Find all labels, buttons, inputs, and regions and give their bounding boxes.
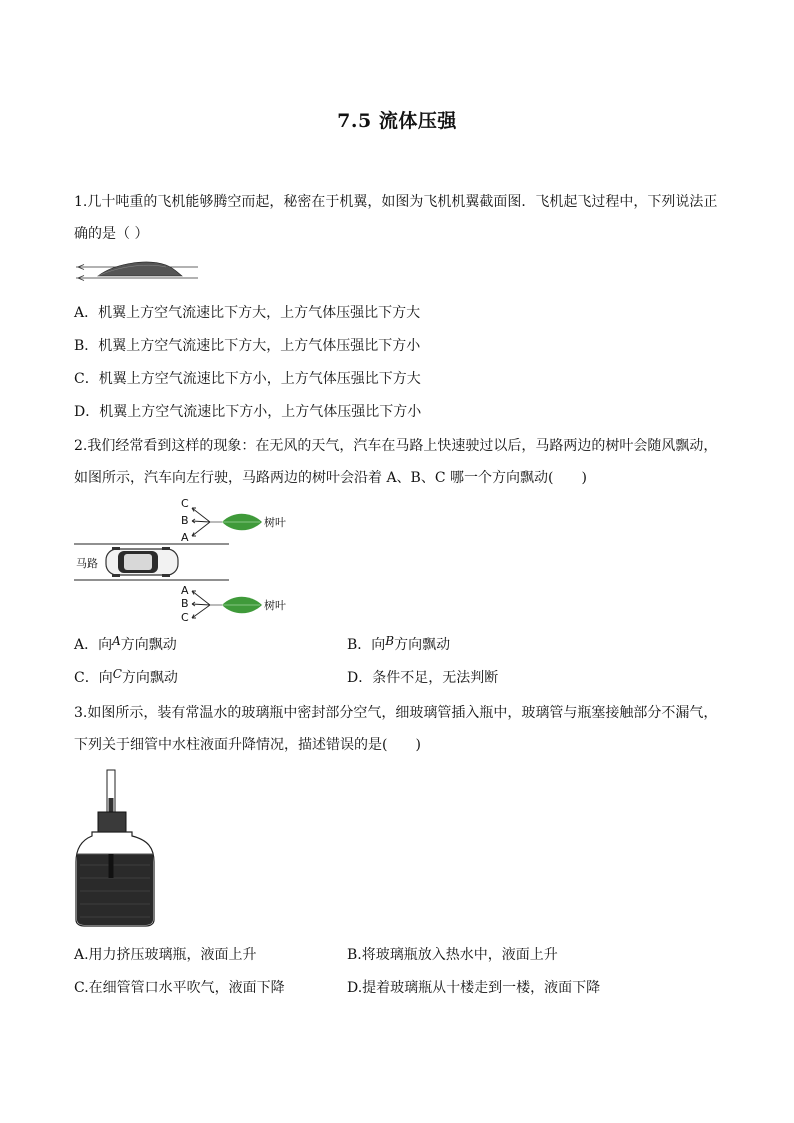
- top-dir-a: A: [181, 531, 189, 544]
- q2-option-c-var: C: [112, 667, 122, 681]
- q3-option-c[interactable]: C.在细管管口水平吹气，液面下降: [74, 980, 285, 996]
- q2-option-b[interactable]: [347, 635, 450, 655]
- bottom-dir-a: A: [181, 584, 189, 597]
- q2-option-a-prefix: A．向: [74, 637, 113, 653]
- bottom-leaf: [222, 597, 262, 614]
- q2-option-c-prefix: C．向: [74, 670, 113, 686]
- bottom-dir-b: B: [181, 597, 189, 610]
- top-dir-b: B: [181, 514, 189, 527]
- car: [106, 547, 178, 577]
- top-leaf-label: 树叶: [264, 516, 286, 529]
- bottom-dir-c: C: [181, 611, 189, 624]
- q3-option-b[interactable]: B.将玻璃瓶放入热水中，液面上升: [347, 947, 558, 963]
- q2-option-a-var: A: [112, 634, 121, 648]
- q1-option-b[interactable]: B．机翼上方空气流速比下方大，上方气体压强比下方小: [74, 338, 421, 354]
- q2-option-c[interactable]: [74, 668, 178, 688]
- q1-option-a[interactable]: A．机翼上方空气流速比下方大，上方气体压强比下方大: [74, 305, 421, 321]
- q2-option-b-suffix: 方向飘动: [394, 637, 451, 653]
- bottom-leaf-label: 树叶: [264, 599, 286, 612]
- question-1-stem: 1.几十吨重的飞机能够腾空而起，秘密在于机翼，如图为飞机机翼截面图．飞机起飞过程中，下列说法正确的是（ ）: [74, 194, 718, 242]
- q2-option-b-var: B: [385, 634, 395, 648]
- q2-option-a[interactable]: [74, 635, 177, 655]
- question-2-stem: 2.我们经常看到这样的现象：在无风的天气，汽车在马路上快速驶过以后，马路两边的树叶会随风飘动，如图所示，汽车向左行驶，马路两边的树叶会沿着 A、B、C 哪一个方向飘动( ): [74, 438, 718, 486]
- q2-option-c-suffix: 方向飘动: [121, 670, 178, 686]
- airfoil-diagram: [74, 256, 204, 286]
- road-leaves-diagram: [74, 494, 304, 624]
- q2-option-b-prefix: B．向: [347, 637, 386, 653]
- question-3-stem: 3.如图所示，装有常温水的玻璃瓶中密封部分空气，细玻璃管插入瓶中，玻璃管与瓶塞接触部分不漏气，下列关于细管中水柱液面升降情况，描述错误的是( ): [74, 705, 718, 753]
- road-label: 马路: [76, 557, 98, 570]
- bottle-diagram: [74, 770, 164, 928]
- page-title: 7.5 流体压强: [337, 110, 457, 132]
- top-leaf: [222, 514, 262, 531]
- q1-option-c[interactable]: C．机翼上方空气流速比下方小，上方气体压强比下方大: [74, 371, 421, 387]
- q2-option-a-suffix: 方向飘动: [120, 637, 177, 653]
- q3-option-a[interactable]: A.用力挤压玻璃瓶，液面上升: [74, 947, 257, 963]
- q3-option-d[interactable]: D.提着玻璃瓶从十楼走到一楼，液面下降: [347, 980, 601, 996]
- q2-option-d[interactable]: D．条件不足，无法判断: [347, 670, 499, 686]
- q1-option-d[interactable]: D．机翼上方空气流速比下方小，上方气体压强比下方小: [74, 404, 422, 420]
- top-dir-c: C: [181, 497, 189, 510]
